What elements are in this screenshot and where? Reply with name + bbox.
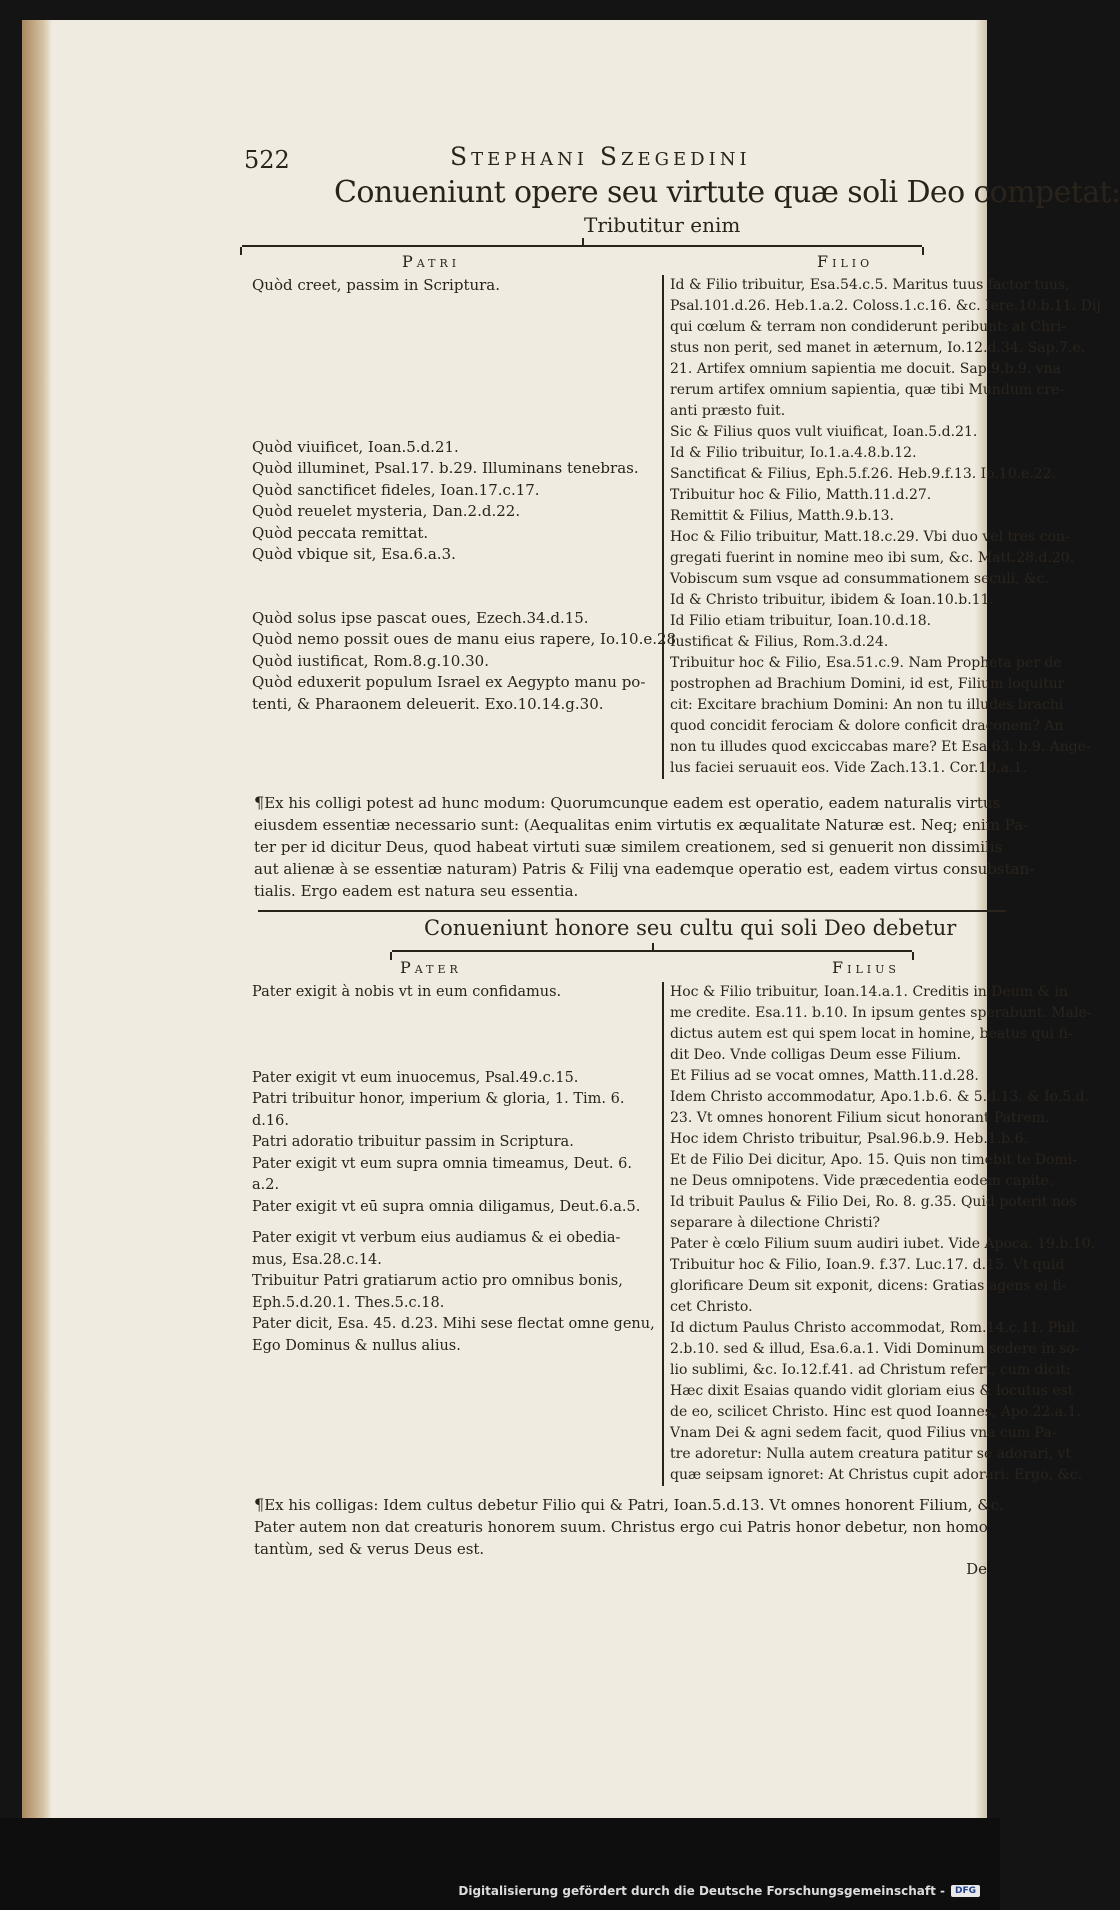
left-entry: Pater exigit vt eum inuocemus, Psal.49.c.15. — [252, 1069, 579, 1086]
left-entry: Pater exigit vt verbum eius audiamus & ei obedia- — [252, 1230, 621, 1246]
right-entry: gregati fuerint in nomine meo ibi sum, &c. Matt.28.d.20. — [670, 550, 1075, 566]
running-head: Stephani Szegedini — [450, 142, 751, 171]
right-entry: Id Filio etiam tribuitur, Ioan.10.d.18. — [670, 613, 932, 629]
section1-left-column — [252, 275, 677, 715]
right-entry: Id dictum Paulus Christo accommodat, Rom.14.c.11. Phil. — [670, 1320, 1080, 1336]
page-binding-edge — [22, 20, 52, 1820]
conclusion-line: eiusdem essentiæ necessario sunt: (Aequalitas enim virtutis ex æqualitate Naturæ est. Neq; enim Pa- — [254, 816, 1029, 834]
left-entry: Quòd solus ipse pascat oues, Ezech.34.d.15. — [252, 608, 589, 627]
right-entry: rerum artifex omnium sapientia, quæ tibi Mundum cre- — [670, 382, 1065, 398]
right-entry: non tu illudes quod exciccabas mare? Et Esa.63. b.9. Ange- — [670, 739, 1091, 755]
right-entry: quod concidit ferociam & dolore conficit draconem? An — [670, 718, 1064, 734]
right-entry: lio sublimi, &c. Io.12.f.41. ad Christum refert, cum dicit: — [670, 1362, 1071, 1378]
conclusion-line: tantùm, sed & verus Deus est. — [254, 1540, 485, 1558]
left-entry: Quòd vbique sit, Esa.6.a.3. — [252, 545, 456, 563]
conclusion-line: Pater autem non dat creaturis honorem suum. Christus ergo cui Patris honor debetur, non homo — [254, 1518, 988, 1536]
page-number: 522 — [244, 146, 290, 174]
right-entry: Tribuitur hoc & Filio, Matth.11.d.27. — [670, 487, 932, 503]
conclusion-line: Ex his colligi potest ad hunc modum: Quorumcunque eadem est operatio, eadem naturalis virtus — [264, 794, 1001, 812]
section1-right-column — [662, 275, 1101, 779]
right-entry: stus non perit, sed manet in æternum, Io.12.d.34. Sap.7.e. — [670, 340, 1086, 356]
right-entry: Id & Filio tribuitur, Io.1.a.4.8.b.12. — [670, 445, 917, 461]
left-entry: Quòd peccata remittat. — [252, 523, 429, 542]
dfg-logo-icon: DFG — [951, 1885, 980, 1897]
right-entry: Id & Filio tribuitur, Esa.54.c.5. Maritus tuus factor tuus, — [670, 277, 1070, 293]
right-entry: Hoc idem Christo tribuitur, Psal.96.b.9. Heb.1.b.6. — [670, 1131, 1028, 1147]
section2-title: Conueniunt honore seu cultu qui soli Deo debetur — [424, 916, 957, 940]
right-entry: Pater è cœlo Filium suum audiri iubet. Vide Apoca. 19.b.10. — [670, 1236, 1096, 1252]
section2-left-head: Pater — [400, 958, 462, 977]
right-entry: Psal.101.d.26. Heb.1.a.2. Coloss.1.c.16. &c. Iere.10.b.11. Dij — [670, 298, 1101, 314]
right-entry: me credite. Esa.11. b.10. In ipsum gentes sperabunt. Male- — [670, 1005, 1092, 1021]
left-entry: Quòd creet, passim in Scriptura. — [252, 276, 501, 294]
right-entry: cit: Excitare brachium Domini: An non tu illudes brachi — [670, 697, 1064, 713]
left-entry: Pater exigit à nobis vt in eum confidamus. — [252, 984, 562, 1000]
right-entry: Iustificat & Filius, Rom.3.d.24. — [670, 634, 889, 650]
right-entry: glorificare Deum sit exponit, dicens: Gratias agens ei fi- — [670, 1278, 1067, 1294]
left-entry: Pater exigit vt eum supra omnia timeamus, Deut. 6. — [252, 1155, 632, 1172]
right-entry: dictus autem est qui spem locat in homine, beatus qui fi- — [670, 1026, 1073, 1042]
right-entry: anti præsto fuit. — [670, 403, 786, 419]
section1-right-head: Filio — [817, 252, 874, 271]
left-entry: Eph.5.d.20.1. Thes.5.c.18. — [252, 1294, 445, 1311]
right-entry: dit Deo. Vnde colligas Deum esse Filium. — [670, 1047, 962, 1063]
right-entry: ne Deus omnipotens. Vide præcedentia eodem capite. — [670, 1173, 1054, 1189]
left-entry: a.2. — [252, 1177, 280, 1193]
section1-title: Conueniunt opere seu virtute quæ soli Deo competat: — [334, 175, 1120, 210]
right-entry: Hæc dixit Esaias quando vidit gloriam eius & locutus est — [670, 1383, 1074, 1399]
conclusion-line: ter per id dicitur Deus, quod habeat virtuti suæ similem creationem, sed si genuerit non dissimilis — [254, 838, 1003, 856]
left-entry: Ego Dominus & nullus alius. — [252, 1337, 461, 1354]
right-entry: separare à dilectione Christi? — [670, 1215, 881, 1231]
right-entry: Idem Christo accommodatur, Apo.1.b.6. & 5.d.13. & Io.5.d. — [670, 1089, 1090, 1105]
conclusion-line: Ex his colligas: Idem cultus debetur Filio qui & Patri, Ioan.5.d.13. Vt omnes honorent Filium, &c. — [264, 1496, 1004, 1514]
left-entry: Quòd nemo possit oues de manu eius rapere, Io.10.e.28 — [252, 630, 677, 648]
left-entry: Quòd viuificet, Ioan.5.d.21. — [252, 437, 459, 456]
conclusion-line: tialis. Ergo eadem est natura seu essentia. — [254, 882, 579, 900]
section1-conclusion — [254, 792, 1035, 902]
left-entry: mus, Esa.28.c.14. — [252, 1251, 382, 1268]
right-entry: Vobiscum sum vsque ad consummationem seculi, &c. — [670, 571, 1049, 587]
right-entry: Sanctificat & Filius, Eph.5.f.26. Heb.9.f.13. Io.10.e.22. — [670, 466, 1057, 482]
left-entry: Pater dicit, Esa. 45. d.23. Mihi sese flectat omne genu, — [252, 1316, 655, 1332]
left-entry: Pater exigit vt eū supra omnia diligamus, Deut.6.a.5. — [252, 1198, 641, 1215]
left-entry: Quòd reuelet mysteria, Dan.2.d.22. — [252, 502, 521, 520]
digitization-credit — [458, 1884, 980, 1898]
right-entry: de eo, scilicet Christo. Hinc est quod Ioannes, Apo.22.a.1. — [670, 1404, 1081, 1420]
section2-conclusion — [254, 1494, 1006, 1560]
book-page — [22, 20, 1120, 1820]
section2-left-column — [252, 982, 655, 1357]
section2-right-head: Filius — [832, 958, 900, 977]
left-entry: tenti, & Pharaonem deleuerit. Exo.10.14.g.30. — [252, 694, 604, 713]
right-entry: Tribuitur hoc & Filio, Esa.51.c.9. Nam Propheta per de — [670, 655, 1062, 671]
left-entry: Quòd eduxerit populum Israel ex Aegypto manu po- — [252, 673, 646, 691]
right-entry: Et de Filio Dei dicitur, Apo. 15. Quis non timebit te Domi- — [670, 1152, 1077, 1168]
pilcrow-icon: ¶ — [254, 1495, 265, 1514]
left-entry: Patri tribuitur honor, imperium & gloria, 1. Tim. 6. — [252, 1091, 625, 1107]
right-entry: Hoc & Filio tribuitur, Matt.18.c.29. Vbi duo vel tres con- — [670, 529, 1070, 545]
right-entry: Vnam Dei & agni sedem facit, quod Filius vna cum Pa- — [670, 1425, 1057, 1441]
right-entry: 21. Artifex omnium sapientia me docuit. Sap.9.b.9. vna — [670, 361, 1062, 377]
right-entry: quæ seipsam ignoret: At Christus cupit adorari: Ergo, &c. — [670, 1467, 1083, 1483]
right-entry: 2.b.10. sed & illud, Esa.6.a.1. Vidi Dominum sedere in so- — [670, 1341, 1080, 1357]
right-entry: Remittit & Filius, Matth.9.b.13. — [670, 508, 894, 524]
right-entry: Id & Christo tribuitur, ibidem & Ioan.10.b.11. — [670, 592, 994, 608]
credit-text: Digitalisierung gefördert durch die Deutsche Forschungsgemeinschaft - — [458, 1884, 945, 1898]
section-divider — [258, 910, 1006, 912]
right-entry: Id tribuit Paulus & Filio Dei, Ro. 8. g.35. Quid poterit nos — [670, 1194, 1077, 1210]
right-entry: 23. Vt omnes honorent Filium sicut honorant Patrem. — [670, 1110, 1050, 1126]
right-entry: qui cœlum & terram non condiderunt peribunt: at Chri- — [670, 319, 1067, 335]
conclusion-line: aut alienæ à se essentiæ naturam) Patris & Filij vna eademque operatio est, eadem virtus consubstan- — [254, 860, 1035, 878]
left-entry: d.16. — [252, 1112, 289, 1129]
catchword: De — [966, 1560, 987, 1578]
section2-right-column — [662, 982, 1096, 1486]
left-entry: Patri adoratio tribuitur passim in Scriptura. — [252, 1134, 574, 1150]
section1-left-head: Patri — [402, 252, 461, 271]
right-entry: cet Christo. — [670, 1299, 753, 1315]
right-entry: Sic & Filius quos vult viuificat, Ioan.5.d.21. — [670, 424, 978, 440]
pilcrow-icon: ¶ — [254, 793, 265, 812]
section1-subtitle: Tributitur enim — [584, 213, 741, 237]
right-entry: Et Filius ad se vocat omnes, Matth.11.d.28. — [670, 1068, 979, 1084]
left-entry: Quòd iustificat, Rom.8.g.10.30. — [252, 651, 489, 670]
right-entry: Tribuitur hoc & Filio, Ioan.9. f.37. Luc.17. d.15. Vt quid — [670, 1257, 1065, 1273]
left-entry: Tribuitur Patri gratiarum actio pro omnibus bonis, — [252, 1273, 623, 1289]
left-entry: Quòd illuminet, Psal.17. b.29. Illuminans tenebras. — [252, 459, 639, 477]
left-entry: Quòd sanctificet fideles, Ioan.17.c.17. — [252, 480, 540, 499]
right-entry: Hoc & Filio tribuitur, Ioan.14.a.1. Creditis in Deum & in — [670, 984, 1068, 1000]
right-entry: postrophen ad Brachium Domini, id est, Filium loquitur — [670, 676, 1065, 692]
right-entry: lus faciei seruauit eos. Vide Zach.13.1. Cor.10.a.1. — [670, 760, 1027, 776]
right-entry: tre adoretur: Nulla autem creatura patitur se adorari, vt — [670, 1446, 1072, 1462]
